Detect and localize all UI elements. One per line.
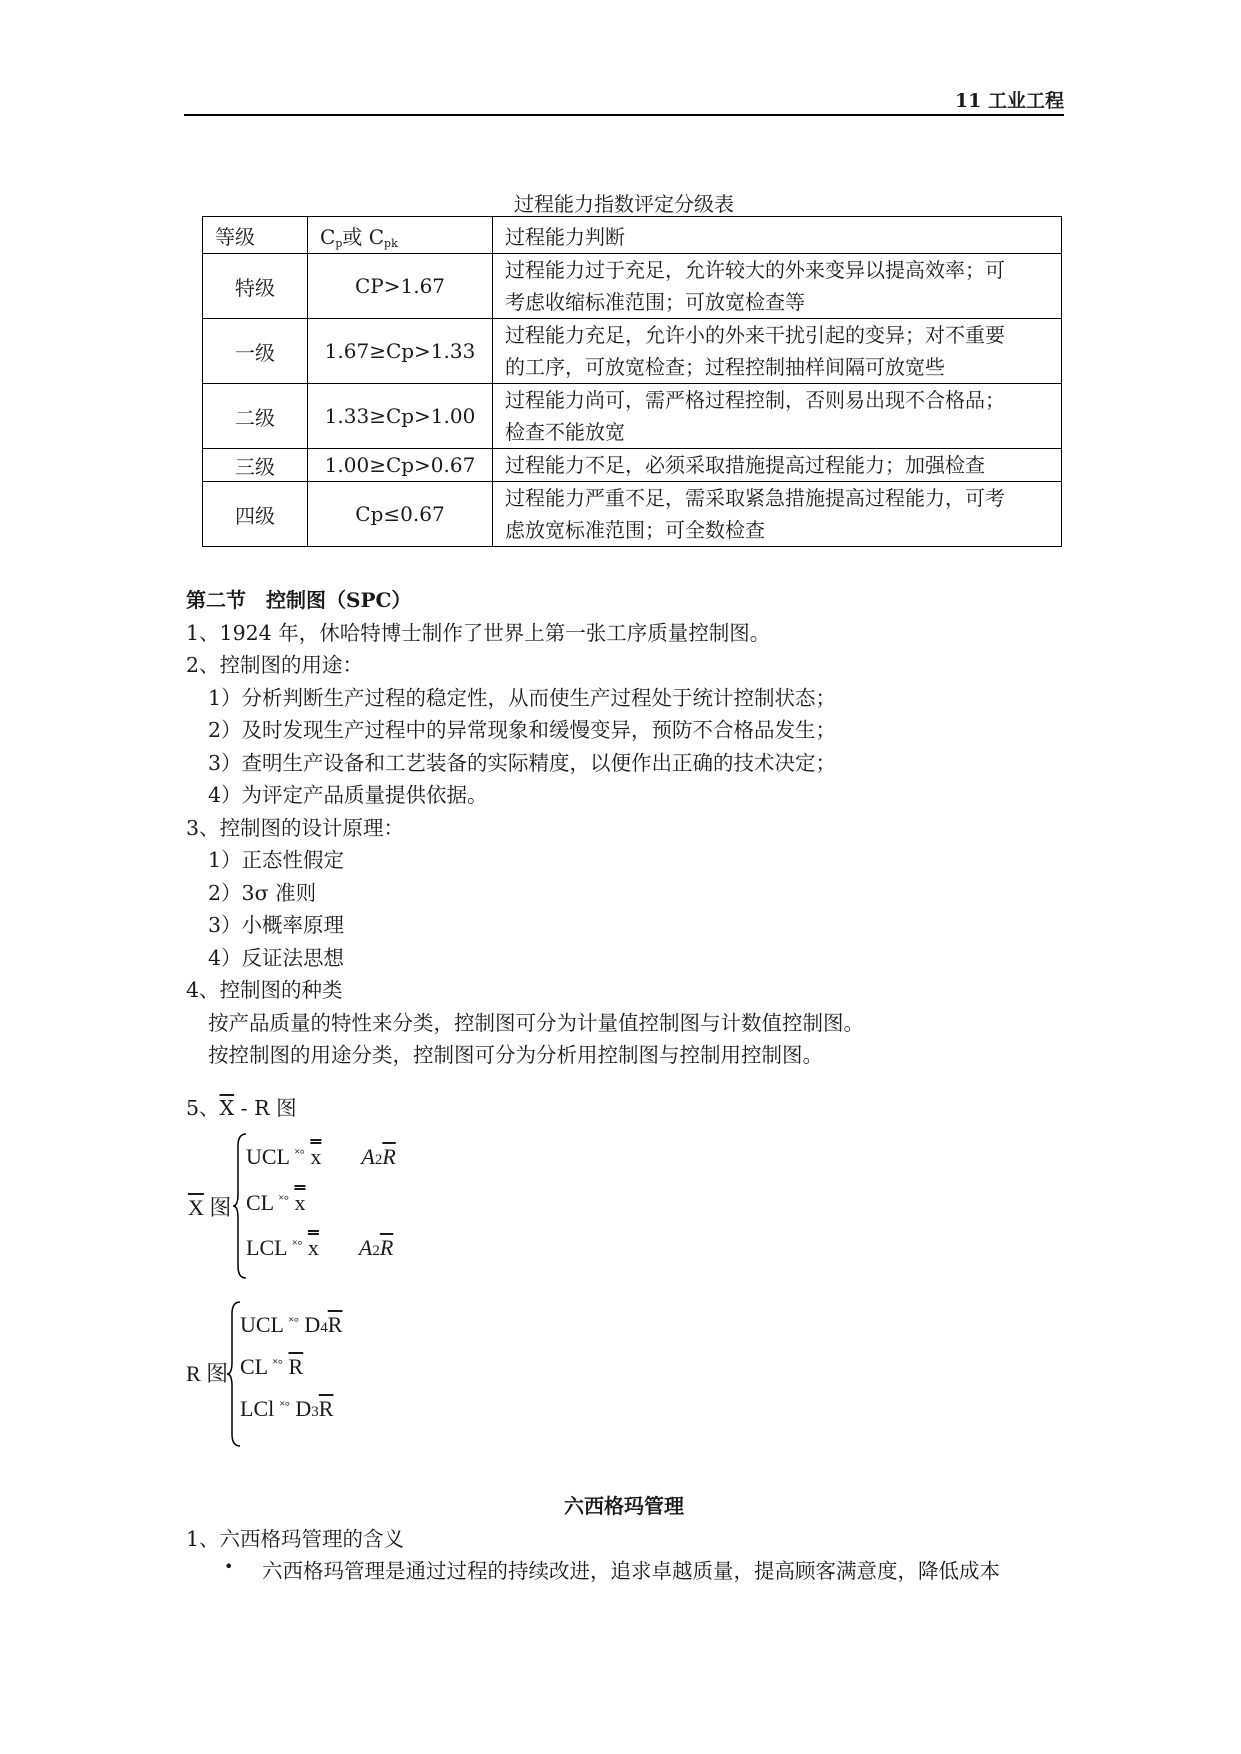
- body-line: 4、控制图的种类: [186, 978, 343, 1002]
- list-item: 3）小概率原理: [208, 913, 345, 937]
- header-cp: [308, 217, 493, 254]
- r-cl: [240, 1354, 303, 1380]
- table-header-row: [203, 217, 1062, 254]
- cl-label: CL: [240, 1354, 268, 1379]
- row-judgement: [493, 254, 1062, 319]
- row-judgement-line1: 过程能力过于充足，允许较大的外来变异以提高效率；可: [505, 258, 1005, 282]
- equals-symbol: ˟°: [292, 1237, 303, 1252]
- body-line: 3、控制图的设计原理：: [186, 816, 405, 840]
- row-judgement: [493, 449, 1062, 482]
- xbar-ucl: [246, 1144, 396, 1170]
- list-item: 1）分析判断生产过程的稳定性，从而使生产过程处于统计控制状态；: [208, 686, 837, 710]
- body-line: 1、1924 年，休哈特博士制作了世界上第一张工序质量控制图。: [186, 621, 771, 645]
- row-cp-range: 1.00≥Cp>0.67: [308, 449, 493, 482]
- r-ucl: [240, 1312, 342, 1338]
- row-cp-range: 1.33≥Cp>1.00: [308, 384, 493, 449]
- a2-sub: 2: [374, 1152, 383, 1168]
- list-item: 1）正态性假定: [208, 848, 345, 872]
- body-line: 2、控制图的用途：: [186, 653, 364, 677]
- body-line: 按控制图的用途分类，控制图可分为分析用控制图与控制用控制图。: [208, 1043, 823, 1067]
- row-grade: 一级: [203, 319, 308, 384]
- table-row: [203, 449, 1062, 482]
- rbar-symbol: $\overline{R}$: [318, 1396, 334, 1421]
- a2-coef: A: [358, 1235, 373, 1260]
- rbar-symbol: $\overline{R}$: [327, 1312, 343, 1337]
- xbar-symbol: $\overline{X}$: [188, 1195, 204, 1220]
- item5-heading: [186, 1091, 297, 1121]
- row-judgement-line1: 过程能力充足，允许小的外来干扰引起的变异；对不重要: [505, 323, 1005, 347]
- table-row: [203, 384, 1062, 449]
- lcl-label: LCL: [246, 1235, 287, 1260]
- d3-sub: 3: [311, 1404, 319, 1420]
- item5-rest: - R 图: [234, 1096, 297, 1120]
- row-cp-range: CP>1.67: [308, 254, 493, 319]
- r-chart-label: R 图: [186, 1361, 229, 1386]
- cl-label: CL: [246, 1190, 274, 1215]
- item5-xbar: $\overline{X}$: [219, 1096, 235, 1120]
- equals-symbol: ˟°: [278, 1192, 289, 1207]
- page-header: 11 工业工程: [954, 90, 1064, 112]
- table-row: [203, 254, 1062, 319]
- row-judgement: [493, 482, 1062, 547]
- xx-symbol: x: [307, 1235, 319, 1260]
- list-item: 4）为评定产品质量提供依据。: [208, 783, 488, 807]
- header-cp-or: 或 C: [342, 224, 385, 249]
- header-cp-main: C: [320, 224, 336, 249]
- row-judgement: [493, 319, 1062, 384]
- list-item: 2）3σ 准则: [208, 881, 317, 905]
- section-title: 第二节 控制图（SPC）: [186, 588, 412, 612]
- row-cp-range: 1.67≥Cp>1.33: [308, 319, 493, 384]
- rbar-symbol: $\overline{R}$: [379, 1235, 394, 1260]
- header-grade: 等级: [203, 217, 308, 254]
- ucl-label: UCL: [240, 1312, 284, 1337]
- equals-symbol: ˟°: [272, 1356, 283, 1371]
- equals-symbol: ˟°: [288, 1314, 299, 1329]
- header-cp-sub: p: [335, 236, 343, 250]
- xbar-label-rest: 图: [203, 1195, 232, 1220]
- xbar-lcl: [246, 1235, 393, 1261]
- list-item: 3）查明生产设备和工艺装备的实际精度，以便作出正确的技术决定；: [208, 751, 837, 775]
- d3-coef: D: [295, 1396, 312, 1421]
- d4-sub: 4: [320, 1320, 328, 1336]
- table-title: 过程能力指数评定分级表: [514, 192, 734, 216]
- row-judgement-line2: 检查不能放宽: [505, 420, 625, 444]
- row-judgement-line1: 过程能力不足，必须采取措施提高过程能力；加强检查: [505, 453, 985, 477]
- ucl-label: UCL: [246, 1144, 290, 1169]
- rbar-symbol: $\overline{R}$: [382, 1144, 396, 1169]
- table-row: [203, 482, 1062, 547]
- header-rule: [184, 114, 1064, 116]
- row-judgement: [493, 384, 1062, 449]
- header-judgement: 过程能力判断: [493, 217, 1062, 254]
- xbar-cl: [246, 1190, 305, 1216]
- lcl-label: LCl: [240, 1396, 275, 1421]
- six-sigma-title: 六西格玛管理: [564, 1494, 684, 1518]
- row-judgement-line2: 的工序，可放宽检查；过程控制抽样间隔可放宽些: [505, 355, 945, 379]
- body-line: 六西格玛管理是通过过程的持续改进，追求卓越质量，提高顾客满意度，降低成本: [262, 1559, 1000, 1583]
- item5-prefix: 5、: [186, 1096, 220, 1120]
- table-row: [203, 319, 1062, 384]
- body-line: 按产品质量的特性来分类，控制图可分为计量值控制图与计数值控制图。: [208, 1011, 864, 1035]
- row-grade: 特级: [203, 254, 308, 319]
- a2-coef: A: [361, 1144, 375, 1169]
- equals-symbol: ˟°: [279, 1398, 290, 1413]
- list-item: 2）及时发现生产过程中的异常现象和缓慢变异，预防不合格品发生；: [208, 718, 837, 742]
- header-cpk-sub: pk: [384, 236, 398, 250]
- xbar-chart-label: [188, 1191, 231, 1222]
- r-lcl: [240, 1396, 333, 1422]
- row-grade: 三级: [203, 449, 308, 482]
- equals-symbol: ˟°: [294, 1146, 305, 1161]
- row-grade: 四级: [203, 482, 308, 547]
- capability-table: [202, 216, 1062, 547]
- row-judgement-line2: 考虑收缩标准范围；可放宽检查等: [505, 290, 805, 314]
- body-line: 1、六西格玛管理的含义: [186, 1527, 405, 1551]
- bullet-icon: •: [224, 1557, 234, 1576]
- row-judgement-line1: 过程能力严重不足，需采取紧急措施提高过程能力，可考: [505, 486, 1005, 510]
- xx-symbol: x: [310, 1144, 322, 1169]
- xx-symbol: x: [294, 1190, 306, 1215]
- d4-coef: D: [304, 1312, 321, 1337]
- row-cp-range: Cp≤0.67: [308, 482, 493, 547]
- list-item: 4）反证法思想: [208, 946, 345, 970]
- rbar-symbol: $\overline{R}$: [288, 1354, 304, 1379]
- row-judgement-line1: 过程能力尚可，需严格过程控制，否则易出现不合格品；: [505, 388, 1005, 412]
- row-judgement-line2: 虑放宽标准范围；可全数检查: [505, 518, 765, 542]
- row-grade: 二级: [203, 384, 308, 449]
- a2-sub: 2: [372, 1243, 380, 1259]
